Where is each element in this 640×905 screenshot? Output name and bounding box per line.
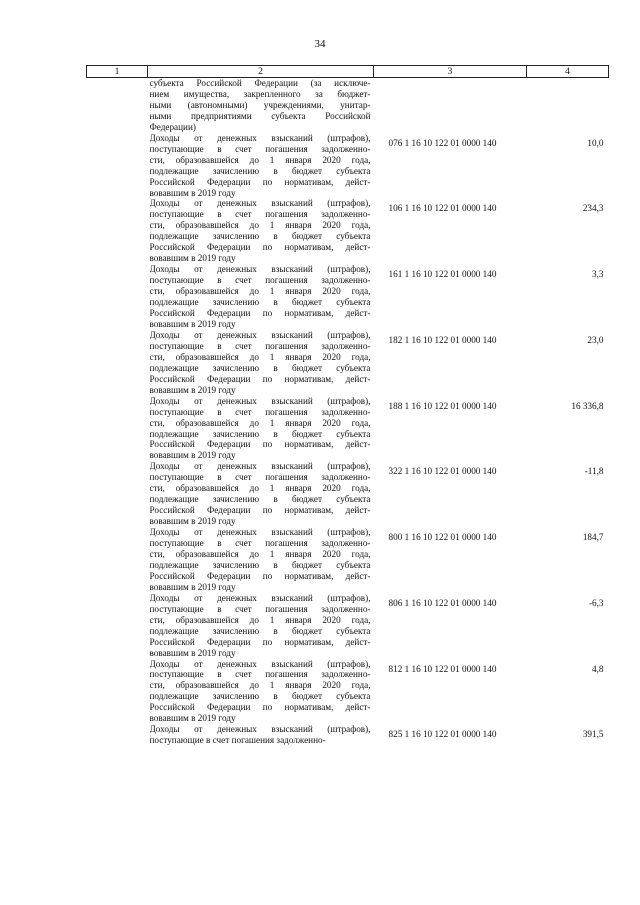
description-line: поступающие в счет погашения задолженно- [149,735,326,746]
row-code: 800 1 16 10 122 01 0000 140 [388,532,497,543]
table-row [87,724,609,746]
row-description [148,78,374,133]
row-number-cell [87,198,148,264]
description-line: поступающие в счет погашения задолженно- [149,143,371,154]
row-amount: 234,3 [582,203,604,214]
description-line: поступающие в счет погашения задолженно- [149,406,371,417]
table-row [87,461,609,527]
row-number-cell [87,330,148,396]
column-header-2: 2 [148,66,374,78]
description-line: вовавшим в 2019 году [149,647,236,658]
description-line: подлежащие зачислению в бюджет субъекта [149,297,371,308]
description-line: Доходы от денежных взысканий (штрафов), [149,329,371,340]
description-line: сти, образовавшейся до 1 января 2020 года, [149,483,371,494]
row-code: 825 1 16 10 122 01 0000 140 [388,729,497,740]
description-line: поступающие в счет погашения задолженно- [149,538,371,549]
description-line: подлежащие зачислению в бюджет субъекта [149,691,371,702]
row-number-cell [87,133,148,199]
table-row [87,593,609,659]
row-amount [527,78,609,133]
description-line: Российской Федерации по нормативам, дейст- [149,636,371,647]
row-number-cell [87,396,148,462]
row-number-cell [87,461,148,527]
row-amount: 3,3 [592,269,604,280]
description-line: сти, образовавшейся до 1 января 2020 года, [149,417,371,428]
description-line: подлежащие зачислению в бюджет субъекта [149,362,371,373]
row-description [148,659,374,725]
table-row [87,330,609,396]
description-line: Российской Федерации по нормативам, дейст- [149,439,371,450]
table-header-row [87,66,609,78]
row-code: 188 1 16 10 122 01 0000 140 [388,400,497,411]
page-number: 34 [314,38,326,50]
description-line: сти, образовавшейся до 1 января 2020 года, [149,286,371,297]
row-number-cell [87,78,148,133]
description-line: поступающие в счет погашения задолженно- [149,603,371,614]
description-line: сти, образовавшейся до 1 января 2020 года, [149,154,371,165]
row-amount: 184,7 [582,532,604,543]
description-line: подлежащие зачислению в бюджет субъекта [149,494,371,505]
description-line: Доходы от денежных взысканий (штрафов), [149,658,371,669]
description-line: сти, образовавшейся до 1 января 2020 года, [149,220,371,231]
description-line: подлежащие зачислению в бюджет субъекта [149,559,371,570]
table-row [87,527,609,593]
row-code: 161 1 16 10 122 01 0000 140 [388,269,497,280]
row-amount: 23,0 [587,334,604,345]
row-code: 812 1 16 10 122 01 0000 140 [388,663,497,674]
description-line: Федерации) [149,121,196,132]
row-description [148,593,374,659]
description-line: сти, образовавшейся до 1 января 2020 года, [149,351,371,362]
table-row [87,198,609,264]
row-description [148,461,374,527]
continuation-row [87,78,609,133]
description-line: Доходы от денежных взысканий (штрафов), [149,198,371,209]
table-row [87,264,609,330]
description-line: сти, образовавшейся до 1 января 2020 года, [149,614,371,625]
description-line: поступающие в счет погашения задолженно- [149,209,371,220]
description-line: вовавшим в 2019 году [149,450,236,461]
row-number-cell [87,264,148,330]
description-line: Доходы от денежных взысканий (штрафов), [149,724,371,735]
description-line: субъекта Российской Федерации (за исключе- [149,78,371,88]
row-amount: 16 336,8 [571,400,604,411]
row-description [148,724,374,746]
description-line: вовавшим в 2019 году [149,713,236,724]
description-line: ными предприятиями субъекта Российской [149,110,371,121]
description-line: Доходы от денежных взысканий (штрафов), [149,395,371,406]
row-description [148,133,374,199]
budget-revenue-table [86,65,609,746]
description-line: Доходы от денежных взысканий (штрафов), [149,592,371,603]
row-description [148,264,374,330]
description-line: ными (автономными) учреждениями, унитар- [149,99,371,110]
description-line: Доходы от денежных взысканий (штрафов), [149,461,371,472]
description-line: Российской Федерации по нормативам, дейст- [149,308,371,319]
column-header-4: 4 [527,66,609,78]
row-description [148,330,374,396]
description-line: сти, образовавшейся до 1 января 2020 года, [149,680,371,691]
description-line: подлежащие зачислению в бюджет субъекта [149,428,371,439]
row-code: 076 1 16 10 122 01 0000 140 [388,137,497,148]
table-row [87,133,609,199]
description-line: вовавшим в 2019 году [149,384,236,395]
description-line: вовавшим в 2019 году [149,581,236,592]
column-header-3: 3 [374,66,527,78]
table-header [87,66,609,78]
table-body [87,78,609,747]
row-code: 322 1 16 10 122 01 0000 140 [388,466,497,477]
description-line: нием имущества, закрепленного за бюджет- [149,88,371,99]
description-line: поступающие в счет погашения задолженно- [149,275,371,286]
row-number-cell [87,724,148,746]
description-line: Российской Федерации по нормативам, дейст- [149,505,371,516]
description-line: Российской Федерации по нормативам, дейст- [149,702,371,713]
row-amount: -6,3 [588,597,604,608]
row-number-cell [87,527,148,593]
description-line: Доходы от денежных взысканий (штрафов), [149,527,371,538]
row-number-cell [87,659,148,725]
description-line: Российской Федерации по нормативам, дейст- [149,373,371,384]
description-line: вовавшим в 2019 году [149,318,236,329]
description-line: поступающие в счет погашения задолженно- [149,340,371,351]
description-line: Российской Федерации по нормативам, дейст- [149,242,371,253]
row-description [148,198,374,264]
row-amount: 10,0 [587,137,604,148]
row-number-cell [87,593,148,659]
row-amount: 4,8 [592,663,604,674]
description-line: подлежащие зачислению в бюджет субъекта [149,625,371,636]
description-line: вовавшим в 2019 году [149,516,236,527]
description-line: подлежащие зачислению в бюджет субъекта [149,165,371,176]
description-line: Доходы от денежных взысканий (штрафов), [149,132,371,143]
row-description [148,527,374,593]
description-line: поступающие в счет погашения задолженно- [149,472,371,483]
description-line: сти, образовавшейся до 1 января 2020 года, [149,548,371,559]
description-line: вовавшим в 2019 году [149,187,236,198]
row-code [374,78,527,133]
description-line: Доходы от денежных взысканий (штрафов), [149,264,371,275]
description-line: поступающие в счет погашения задолженно- [149,669,371,680]
row-code: 806 1 16 10 122 01 0000 140 [388,597,497,608]
row-amount: -11,8 [584,466,604,477]
row-code: 182 1 16 10 122 01 0000 140 [388,334,497,345]
column-header-1: 1 [87,66,148,78]
row-amount: 391,5 [582,729,604,740]
description-line: подлежащие зачислению в бюджет субъекта [149,231,371,242]
row-code: 106 1 16 10 122 01 0000 140 [388,203,497,214]
description-line: Российской Федерации по нормативам, дейст- [149,176,371,187]
row-description [148,396,374,462]
table-row [87,659,609,725]
table-row [87,396,609,462]
description-line: Российской Федерации по нормативам, дейст- [149,570,371,581]
description-line: вовавшим в 2019 году [149,253,236,264]
